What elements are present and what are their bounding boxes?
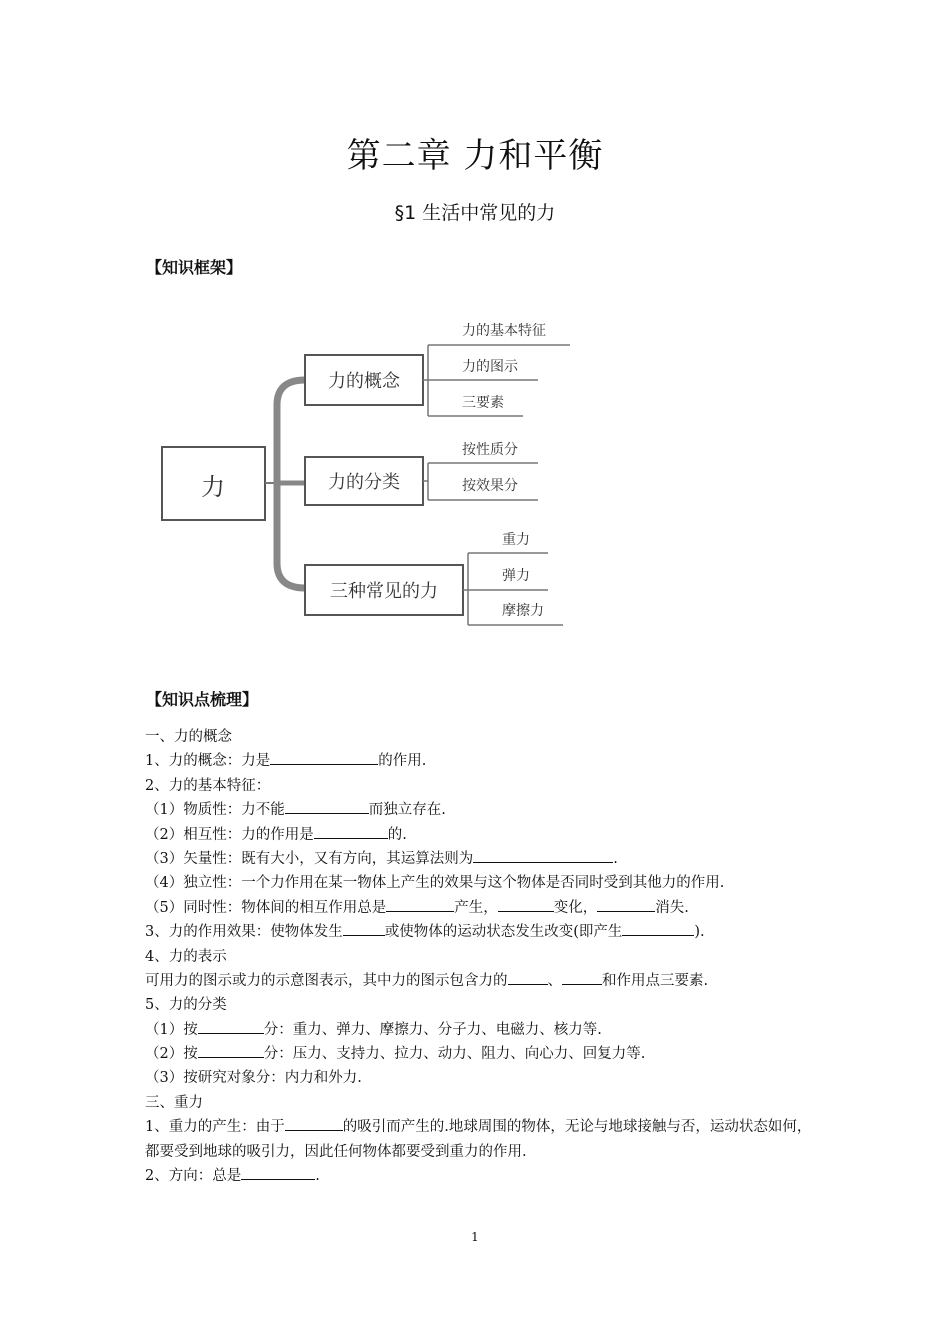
- fill-blank[interactable]: [198, 1019, 264, 1034]
- knowledge-mindmap: [150, 305, 580, 635]
- mindmap-branch-label: 力的概念: [328, 371, 400, 392]
- line-classification-heading: 5、力的分类: [145, 997, 227, 1014]
- fill-blank[interactable]: [241, 1165, 315, 1180]
- heading-gravity: 三、重力: [145, 1094, 203, 1111]
- mindmap-leaf: 按性质分: [462, 442, 518, 458]
- fill-blank[interactable]: [198, 1043, 264, 1058]
- fill-blank[interactable]: [622, 921, 694, 936]
- heading-force-concept: 一、力的概念: [145, 729, 232, 745]
- line-representation-heading: 4、力的表示: [145, 948, 227, 965]
- line-class-object: （3）按研究对象分：内力和外力.: [145, 1070, 362, 1087]
- mindmap-leaf: 按效果分: [462, 478, 518, 494]
- fill-blank[interactable]: [386, 897, 454, 912]
- line-simultaneity: （5）同时性：物体间的相互作用总是 产生， 变化， 消失.: [145, 896, 815, 920]
- chapter-title: 第二章 力和平衡: [346, 136, 604, 176]
- mindmap-root-label: 力: [201, 473, 225, 501]
- mindmap-leaf: 重力: [502, 532, 530, 548]
- mindmap-leaf: 力的图示: [462, 359, 518, 375]
- line-representation: 可用力的图示或力的示意图表示，其中力的图示包含力的 、 和作用点三要素.: [145, 969, 815, 993]
- fill-blank[interactable]: [498, 897, 554, 912]
- framework-heading: 【知识框架】: [146, 258, 243, 277]
- fill-blank[interactable]: [285, 799, 369, 814]
- line-gravity-origin: 1、重力的产生：由于 的吸引而产生的.地球周围的物体，无论与地球接触与否，运动状态如何，都要受到地球的吸引力，因此任何物体都要受到重力的作用.: [145, 1115, 815, 1164]
- line-effect: 3、力的作用效果：使物体发生 或使物体的运动状态发生改变(即产生 ).: [145, 920, 815, 944]
- page-number: 1: [471, 1230, 479, 1244]
- fill-blank[interactable]: [508, 970, 548, 985]
- points-heading: 【知识点梳理】: [146, 690, 259, 709]
- line-features: 2、力的基本特征：: [145, 777, 271, 794]
- mindmap-leaf: 力的基本特征: [462, 323, 546, 339]
- line-independence: （4）独立性：一个力作用在某一物体上产生的效果与这个物体是否同时受到其他力的作用.: [145, 875, 725, 892]
- knowledge-points: [145, 725, 815, 1188]
- mindmap-branch-label: 三种常见的力: [330, 581, 438, 602]
- line-material: （1）物质性：力不能 而独立存在.: [145, 798, 815, 822]
- fill-blank[interactable]: [562, 970, 602, 985]
- fill-blank[interactable]: [314, 824, 388, 839]
- line-class-nature: （1）按 分：重力、弹力、摩擦力、分子力、电磁力、核力等.: [145, 1018, 815, 1042]
- line-vector: （3）矢量性：既有大小，又有方向，其运算法则为 .: [145, 847, 815, 871]
- mindmap-leaf: 三要素: [462, 395, 504, 411]
- fill-blank[interactable]: [343, 921, 385, 936]
- mindmap-leaf: 弹力: [502, 568, 530, 584]
- mindmap-branch-label: 力的分类: [328, 472, 400, 493]
- line-class-effect: （2）按 分：压力、支持力、拉力、动力、阻力、向心力、回复力等.: [145, 1042, 815, 1066]
- line-mutual: （2）相互性：力的作用是 的.: [145, 823, 815, 847]
- mindmap-leaf: 摩擦力: [502, 603, 544, 619]
- line-concept: 1、力的概念：力是 的作用.: [145, 749, 815, 773]
- fill-blank[interactable]: [270, 750, 378, 765]
- line-gravity-direction: 2、方向：总是 .: [145, 1164, 815, 1188]
- fill-blank[interactable]: [473, 848, 613, 863]
- fill-blank[interactable]: [597, 897, 655, 912]
- fill-blank[interactable]: [285, 1116, 343, 1131]
- section-title: §1 生活中常见的力: [394, 202, 556, 224]
